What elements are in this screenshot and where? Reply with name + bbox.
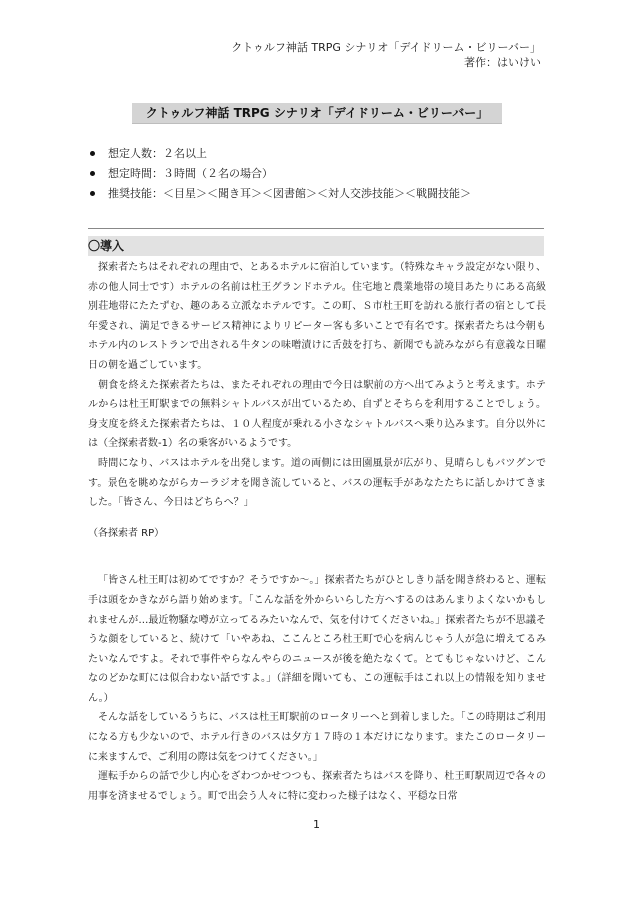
- horizontal-divider: [88, 228, 544, 229]
- paragraph: 時間になり、バスはホテルを出発します。道の両側には田園風景が広がり、見晴らしもバツグンです。景色を眺めながらカーラジオを聞き流していると、バスの運転手があなたたちに話しかけてきました。「皆さん、今日はどちらへ？」: [88, 457, 546, 509]
- section-heading-intro: 〇導入: [88, 236, 544, 256]
- info-text: 推奨技能：＜目星＞＜聞き耳＞＜図書館＞＜対人交渉技能＞＜戦闘技能＞: [108, 187, 471, 200]
- info-text: 想定人数：２名以上: [108, 147, 207, 160]
- paragraph: 運転手からの話で少し内心をざわつかせつつも、探索者たちはバスを降り、杜王町駅周辺で各々の用事を済ませるでしょう。町で出会う人々に特に変わった様子はなく、平穏な日常: [88, 771, 546, 802]
- info-recommended-skills: [90, 184, 471, 204]
- paragraph: 朝食を終えた探索者たちは、またそれぞれの理由で今日は駅前の方へ出てみようと考えます。ホテルからは杜王町駅までの無料シャトルバスが出ているため、自ずとそちらを利用することでしょう。身支度を終えた探索者たちは、１０人程度が乗れる小さなシャトルバスへ乗り込みます。自分以外には（全探索者数-1）名の乗客がいるようです。: [88, 379, 546, 450]
- rp-note: （各探索者 RP）: [88, 527, 165, 539]
- paragraph: そんな話をしているうちに、バスは杜王町駅前のロータリーへと到着しました。「この時期はご利用になる方も少ないので、ホテル行きのバスは夕方１７時の１本だけになります。またこのロータリーに来ますんで、ご利用の際は気をつけてください。」: [88, 712, 546, 763]
- header-author: 著作：はいけい: [464, 56, 541, 69]
- body-text: [88, 258, 546, 806]
- scenario-title: クトゥルフ神話 TRPG シナリオ「デイドリーム・ビリーバー」: [132, 103, 502, 124]
- running-header: [231, 40, 541, 70]
- page-number: 1: [313, 818, 320, 831]
- info-player-count: [90, 144, 471, 164]
- bullet-icon: [90, 151, 95, 156]
- info-text: 想定時間：３時間（２名の場合）: [108, 167, 273, 180]
- bullet-icon: [90, 171, 95, 176]
- info-play-time: [90, 164, 471, 184]
- header-series-title: クトゥルフ神話 TRPG シナリオ「デイドリーム・ビリーバー」: [231, 41, 541, 54]
- scenario-info-list: [90, 144, 471, 204]
- paragraph: 探索者たちはそれぞれの理由で、とあるホテルに宿泊しています。（特殊なキャラ設定がない限り、赤の他人同士です）ホテルの名前は杜王グランドホテル。住宅地と農業地帯の境目あたりにある高級別荘地帯にたたずむ、趣のある立派なホテルです。この町、Ｓ市杜王町を訪れる旅行者の宿として長年愛され、満足できるサービス精神によりリピーター客も多いことで有名です。探索者たちは今朝もホテル内のレストランで出される牛タンの味噌漬けに舌鼓を打ち、新聞でも読みながら有意義な日曜日の朝を過ごしています。: [88, 262, 546, 371]
- paragraph: 「皆さん杜王町は初めてですか？そうですか〜。」探索者たちがひとしきり話を聞き終わると、運転手は頭をかきながら語り始めます。「こんな話を外からいらした方へするのはあんまりよくないかもしれませんが…最近物騒な噂が立ってるみたいなんで、気を付けてくださいね。」探索者たちが不思議そうな顔をしていると、続けて「いやあね、ここんところ杜王町で心を病んじゃう人が急に増えてるみたいなんですよ。それで事件やらなんやらのニュースが後を絶たなくて。とてもじゃないけど、こんなのどかな町には似合わない話ですよ。」（詳細を聞いても、この運転手はこれ以上の情報を知りません。）: [88, 575, 546, 704]
- bullet-icon: [90, 191, 95, 196]
